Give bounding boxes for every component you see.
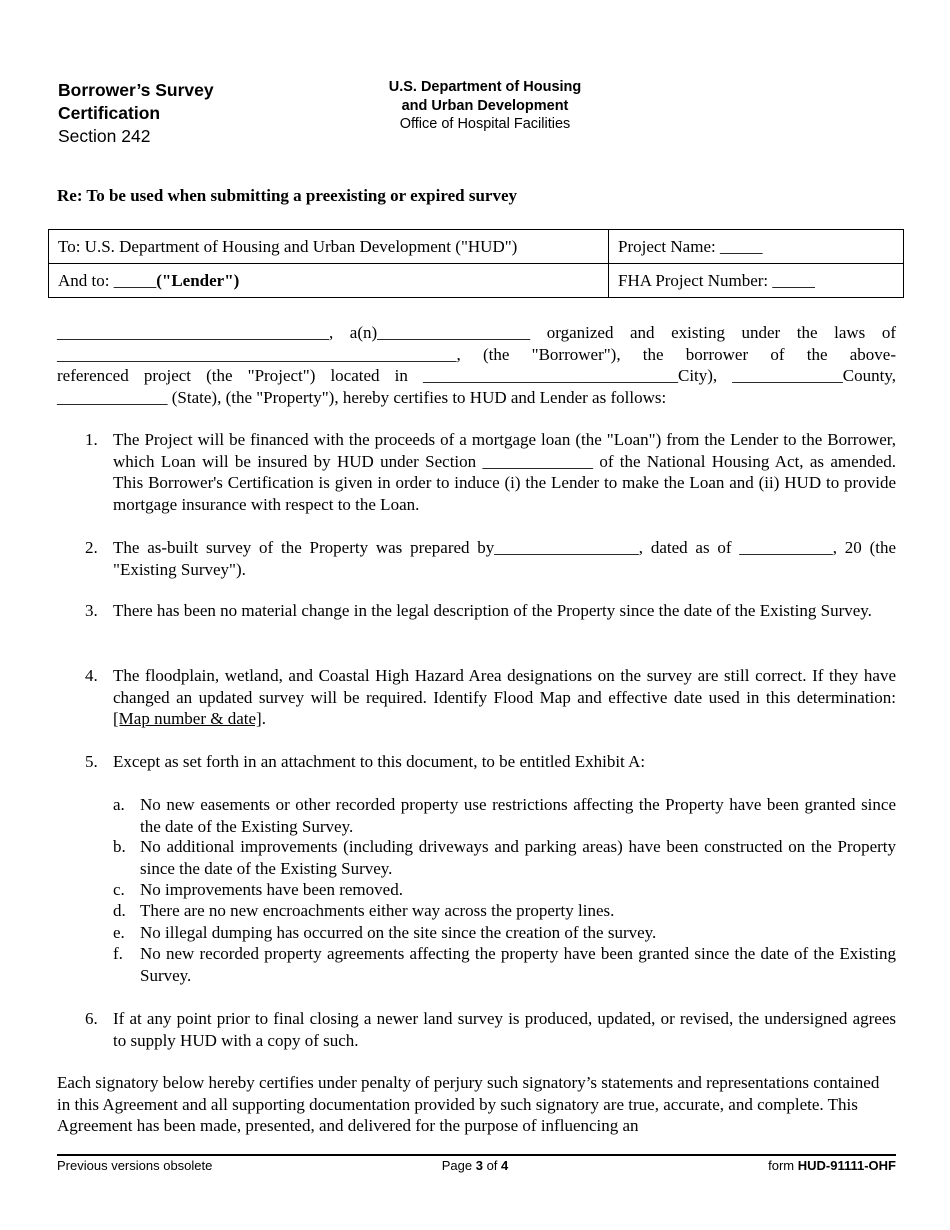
- to-hud-cell: To: U.S. Department of Housing and Urban Development ("HUD"): [49, 230, 609, 264]
- sub-item-c: c. No improvements have been removed.: [113, 880, 403, 899]
- lender-label: ("Lender"): [156, 270, 240, 290]
- fha-project-number-field[interactable]: FHA Project Number: _____: [609, 264, 904, 298]
- form-title-line2: Certification: [58, 103, 161, 123]
- footer-page-number: Page 3 of 4: [441, 1158, 509, 1173]
- agency-line1: U.S. Department of Housing: [388, 79, 582, 95]
- map-number-date-placeholder: [Map number & date]: [113, 709, 262, 728]
- list-item-2: 2. The as-built survey of the Property was prepared by_________________, dated as of ___________, 20 (the "Existing Survey").: [85, 538, 896, 579]
- project-name-field[interactable]: Project Name: _____: [609, 230, 904, 264]
- intro-line: ________________________________, a(n)__________________ organized and existing under the laws of: [57, 323, 896, 342]
- list-item-3: 3. There has been no material change in the legal description of the Property since the date of the Existing Survey.: [85, 601, 872, 620]
- intro-line: referenced project (the "Project") located in ______________________________City), _____________County,: [57, 366, 896, 385]
- sub-item-a: a. No new easements or other recorded property use restrictions affecting the Property have been granted since the date of the Existing Survey.: [113, 795, 896, 836]
- form-section: Section 242: [58, 126, 151, 146]
- footer-rule: [57, 1154, 896, 1156]
- agency-block: [335, 78, 635, 134]
- footer-form-number: form HUD-91111-OHF: [768, 1158, 896, 1173]
- closing-paragraph: Each signatory below hereby certifies under penalty of perjury such signatory’s statements and representations contained in this Agreement and all supporting documentation provided by such signatory are true, accurate, and complete. This Agreement has been made, presented, and delivered for the purpose of influencing an: [57, 1073, 880, 1135]
- intro-paragraph: [57, 322, 896, 408]
- list-item-4: 4. The floodplain, wetland, and Coastal High Hazard Area designations on the survey are still correct. If they have changed an updated survey will be required. Identify Flood Map and effective date used in this determination: [Map number & date].: [85, 666, 896, 728]
- list-item-1: 1. The Project will be financed with the proceeds of a mortgage loan (the "Loan") from the Lender to the Borrower, which Loan will be insured by HUD under Section _____________ of the National Housing Act, as amended. This Borrower's Certification is given in order to induce (i) the Lender to make the Loan and (ii) HUD to provide mortgage insurance with respect to the Loan.: [85, 430, 896, 514]
- intro-line: _______________________________________________, (the "Borrower"), the borrower of the above-: [57, 344, 896, 364]
- and-to-lender-field[interactable]: [49, 264, 609, 298]
- form-title-line1: Borrower’s Survey: [58, 80, 214, 100]
- list-item-5: 5. Except as set forth in an attachment to this document, to be entitled Exhibit A:: [85, 752, 646, 771]
- sub-item-f: f. No new recorded property agreements affecting the property have been granted since the date of the Existing Survey.: [113, 944, 896, 985]
- office-name: Office of Hospital Facilities: [399, 116, 571, 132]
- sub-item-d: d. There are no new encroachments either way across the property lines.: [113, 901, 615, 920]
- address-row-1: [49, 230, 904, 264]
- footer-obsolete-note: Previous versions obsolete: [57, 1158, 213, 1173]
- agency-line2: and Urban Development: [401, 97, 569, 114]
- intro-line: _____________ (State), (the "Property"), hereby certifies to HUD and Lender as follows:: [57, 387, 667, 407]
- sub-item-b: b. No additional improvements (including driveways and parking areas) have been constructed on the Property since the date of the Existing Survey.: [113, 837, 896, 878]
- list-item-6: 6. If at any point prior to final closing a newer land survey is produced, updated, or revised, the undersigned agrees to supply HUD with a copy of such.: [85, 1009, 896, 1050]
- re-subject-line: Re: To be used when submitting a preexisting or expired survey: [57, 186, 517, 205]
- sub-item-e: e. No illegal dumping has occurred on the site since the creation of the survey.: [113, 923, 657, 942]
- form-title-block: [58, 79, 214, 148]
- address-row-2: [49, 264, 904, 298]
- address-table: [48, 229, 904, 298]
- and-to-prefix: And to: _____: [58, 270, 157, 290]
